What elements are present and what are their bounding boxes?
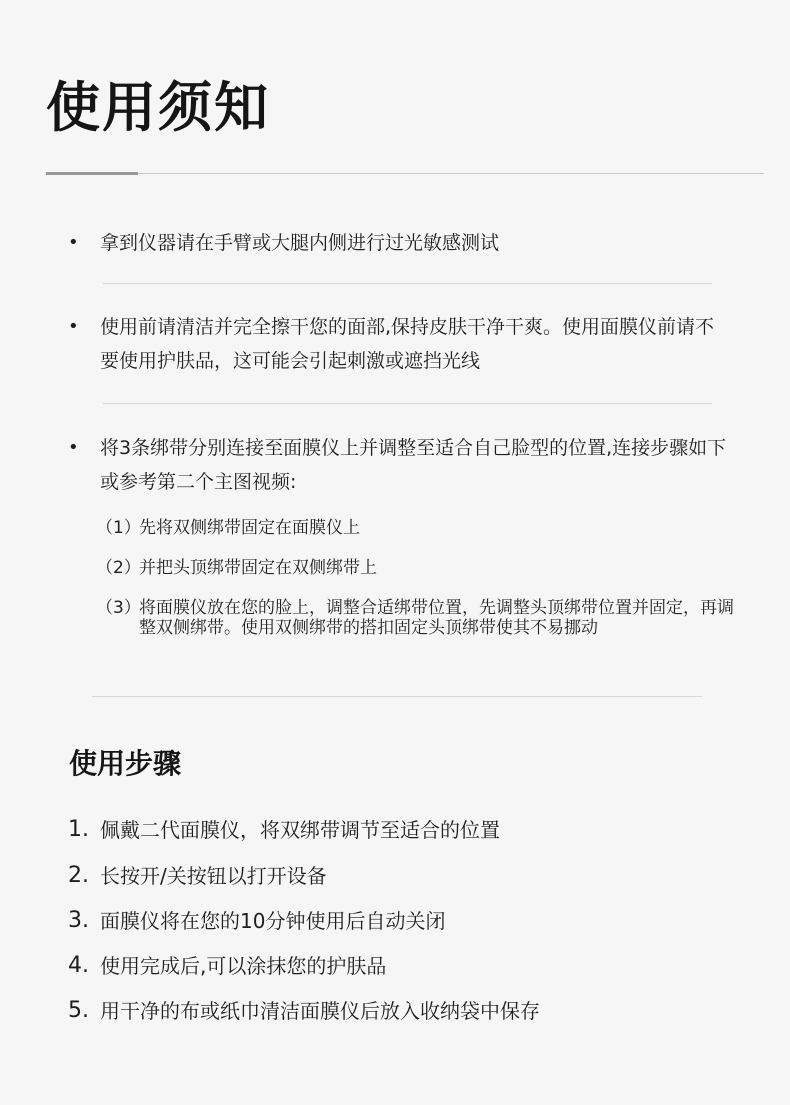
sub-step-text: 先将双侧绑带固定在面膜仪上 <box>139 518 360 538</box>
title-divider <box>46 173 764 174</box>
divider <box>103 403 712 404</box>
usage-step-number: 5. <box>68 998 89 1023</box>
usage-step-text: 佩戴二代面膜仪，将双绑带调节至适合的位置 <box>100 818 500 842</box>
usage-step-text: 用干净的布或纸巾清洁面膜仪后放入收纳袋中保存 <box>100 999 540 1023</box>
divider <box>92 696 702 697</box>
sub-step-number: （2） <box>96 558 141 578</box>
usage-step-number: 1. <box>68 817 89 842</box>
divider <box>103 283 712 284</box>
notice-text: 将3条绑带分别连接至面膜仪上并调整至适合自己脸型的位置,连接步骤如下或参考第二个主图视频: <box>100 437 727 493</box>
sub-step-number: （1） <box>96 518 141 538</box>
usage-step-text: 使用完成后,可以涂抹您的护肤品 <box>100 954 387 978</box>
page-title: 使用须知 <box>46 76 270 139</box>
usage-section-title: 使用步骤 <box>69 747 182 780</box>
sub-step-text: 将面膜仪放在您的脸上，调整合适绑带位置，先调整头顶绑带位置并固定，再调整双侧绑带。使用双侧绑带的搭扣固定头顶绑带使其不易挪动 <box>139 598 734 638</box>
usage-step-number: 2. <box>68 863 89 888</box>
usage-step-number: 4. <box>68 953 89 978</box>
bullet-dot: • <box>68 437 79 458</box>
usage-step-text: 面膜仪将在您的10分钟使用后自动关闭 <box>100 909 446 933</box>
notice-text: 拿到仪器请在手臂或大腿内侧进行过光敏感测试 <box>100 232 500 254</box>
bullet-dot: • <box>68 316 79 337</box>
sub-step-number: （3） <box>96 598 141 618</box>
usage-step-text: 长按开/关按钮以打开设备 <box>100 864 327 888</box>
title-divider-accent <box>46 172 138 175</box>
usage-step-number: 3. <box>68 908 89 933</box>
bullet-dot: • <box>68 232 79 253</box>
notice-text: 使用前请清洁并完全擦干您的面部,保持皮肤干净干爽。使用面膜仪前请不要使用护肤品，这可能会引起刺激或遮挡光线 <box>100 316 715 372</box>
sub-step-text: 并把头顶绑带固定在双侧绑带上 <box>139 558 377 578</box>
